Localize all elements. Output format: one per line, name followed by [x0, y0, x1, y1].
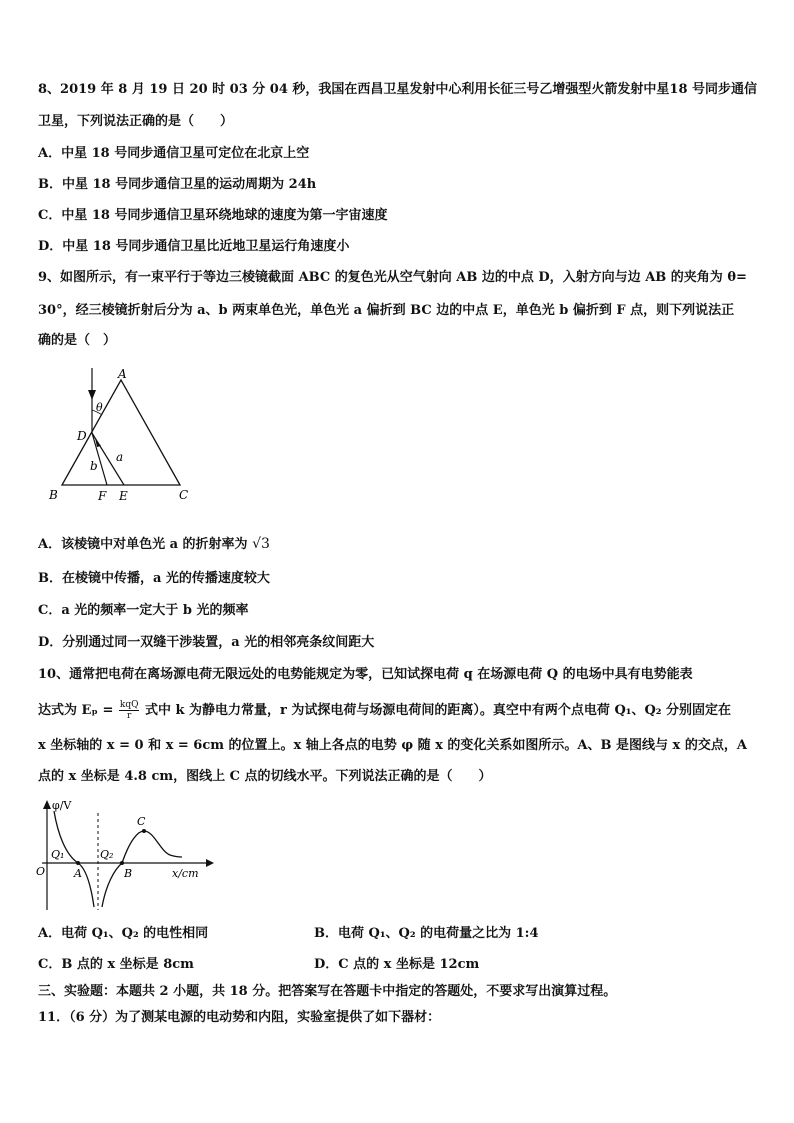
label-a: a	[116, 450, 124, 464]
q10-stem-line4: 点的 x 坐标是 4.8 cm，图线上 C 点的切线水平。下列说法正确的是（ ）	[38, 769, 492, 784]
q8-option-a: A．中星 18 号同步通信卫星可定位在北京上空	[38, 146, 310, 161]
y-axis-label: φ/V	[52, 799, 72, 812]
q8-stem-line1: 8、2019 年 8 月 19 日 20 时 03 分 04 秒，我国在西昌卫星发射中心利用长征三号乙增强型火箭发射中星18 号同步通信	[38, 82, 758, 97]
potential-graph	[30, 795, 215, 915]
q8-option-b: B．中星 18 号同步通信卫星的运动周期为 24h	[38, 177, 317, 192]
section3-heading: 三、实验题：本题共 2 小题，共 18 分。把答案写在答题卡中指定的答题处，不要求写出演算过程。	[38, 984, 617, 999]
label-B-point: B	[124, 867, 133, 880]
potential-energy-fraction	[119, 700, 140, 721]
q10-option-d: D．C 点的 x 坐标是 12cm	[314, 957, 480, 972]
label-F: F	[98, 489, 107, 503]
q10-option-c: C．B 点的 x 坐标是 8cm	[38, 957, 194, 972]
x-axis-label: x/cm	[172, 867, 199, 880]
potential-curve-right	[102, 831, 182, 907]
label-B: B	[49, 488, 58, 502]
q11-stem: 11．（6 分）为了测某电源的电动势和内阻，实验室提供了如下器材：	[38, 1010, 441, 1025]
x-axis-arrow	[206, 859, 214, 867]
q10-stem-line2	[38, 700, 731, 721]
label-O: O	[36, 865, 46, 878]
label-A: A	[118, 367, 127, 381]
q9-stem-line3: 确的是（ ）	[38, 333, 117, 348]
q10-line2-post: 式中 k 为静电力常量，r 为试探电荷与场源电荷间的距离）。真空中有两个点电荷 Q₁、Q₂ 分别固定在	[145, 703, 732, 718]
y-axis-arrow	[43, 800, 51, 809]
q9-option-d: D．分别通过同一双缝干涉装置，a 光的相邻亮条纹间距大	[38, 635, 375, 650]
q9-stem-line1: 9、如图所示，有一束平行于等边三棱镜截面 ABC 的复色光从空气射向 AB 边的中点 D，入射方向与边 AB 的夹角为 θ=	[38, 270, 747, 285]
q8-option-d: D．中星 18 号同步通信卫星比近地卫星运行角速度小	[38, 239, 350, 254]
point-B	[120, 861, 124, 865]
label-A-point: A	[74, 867, 82, 880]
q10-line2-pre: 达式为 Eₚ =	[38, 703, 114, 718]
q8-stem-line2: 卫星，下列说法正确的是（ ）	[38, 114, 234, 129]
label-C-point: C	[137, 815, 146, 828]
q10-stem-line1: 10、通常把电荷在离场源电荷无限远处的电势能规定为零，已知试探电荷 q 在场源电荷 Q 的电场中具有电势能表	[38, 667, 693, 682]
fraction-denominator: r	[127, 711, 132, 721]
label-theta: θ	[96, 401, 103, 414]
incident-arrowhead	[88, 390, 96, 400]
prism-figure	[40, 360, 200, 510]
label-E: E	[119, 489, 128, 503]
fraction-numerator: kqQ	[119, 700, 139, 710]
q10-option-b: B．电荷 Q₁、Q₂ 的电荷量之比为 1:4	[314, 926, 539, 941]
q10-option-a: A．电荷 Q₁、Q₂ 的电性相同	[38, 926, 209, 941]
q9-option-c: C．a 光的频率一定大于 b 光的频率	[38, 603, 249, 618]
q10-stem-line3: x 坐标轴的 x = 0 和 x = 6cm 的位置上。x 轴上各点的电势 φ 随 x 的变化关系如图所示。A、B 是图线与 x 的交点，A	[38, 738, 747, 753]
label-D: D	[77, 429, 87, 443]
q9-option-a-text: A．该棱镜中对单色光 a 的折射率为	[38, 537, 248, 552]
label-b: b	[90, 459, 98, 473]
q9-stem-line2: 30°，经三棱镜折射后分为 a、b 两束单色光，单色光 a 偏折到 BC 边的中点 E，单色光 b 偏折到 F 点，则下列说法正	[38, 303, 735, 318]
point-C	[142, 829, 146, 833]
point-A	[76, 861, 80, 865]
label-Q1: Q₁	[51, 848, 65, 861]
label-Q2: Q₂	[100, 848, 114, 861]
label-C: C	[179, 488, 189, 502]
q9-option-a	[38, 535, 270, 554]
q8-option-c: C．中星 18 号同步通信卫星环绕地球的速度为第一宇宙速度	[38, 208, 388, 223]
q9-option-b: B．在棱镜中传播，a 光的传播速度较大	[38, 571, 270, 586]
q9-option-a-sqrt: √3	[252, 536, 270, 552]
